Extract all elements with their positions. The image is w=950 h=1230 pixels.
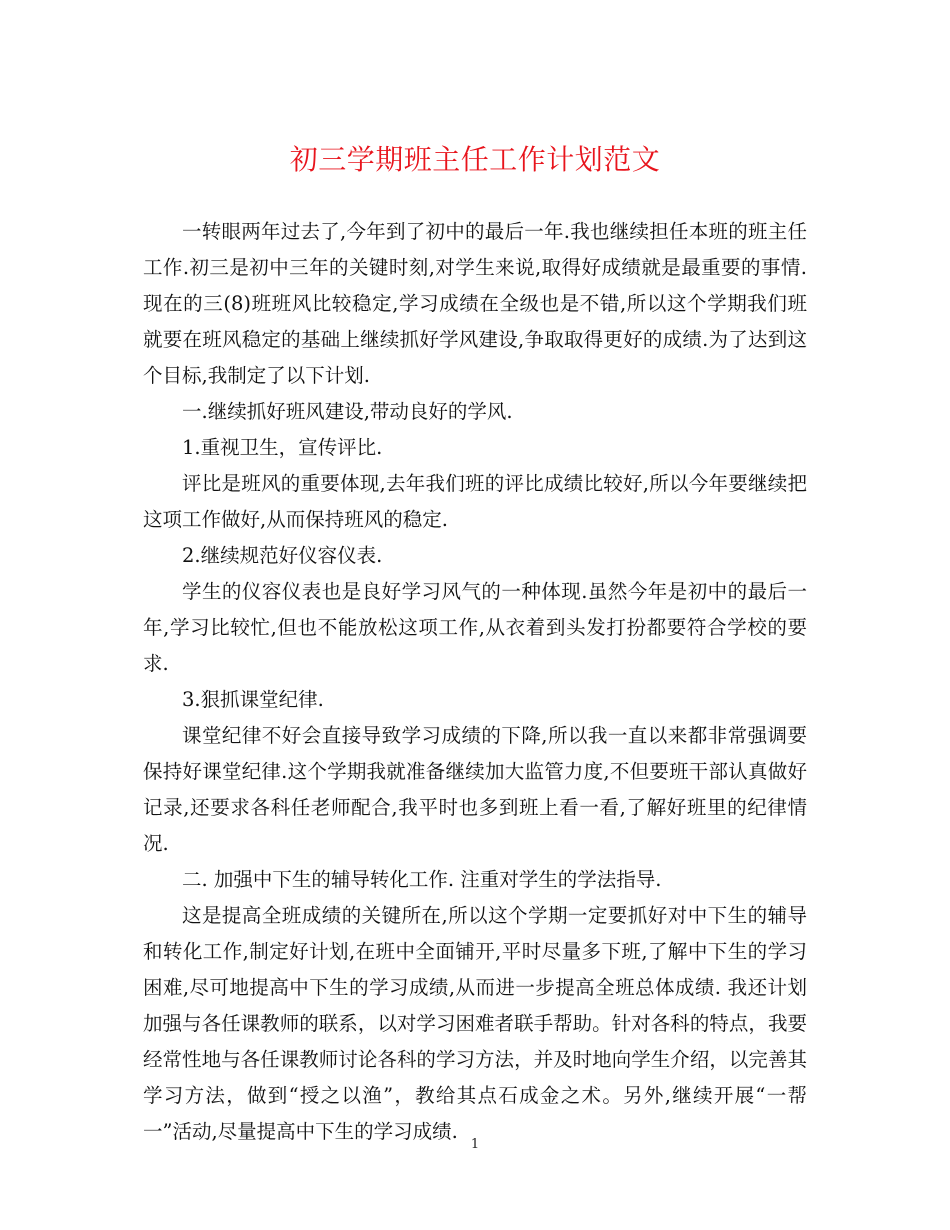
document-body	[143, 214, 807, 1150]
paragraph-1-1: 评比是班风的重要体现,去年我们班的评比成绩比较好,所以今年要继续把这项工作做好,从而保持班风的稳定.	[143, 472, 807, 531]
document-title: 初三学期班主任工作计划范文	[289, 143, 661, 176]
paragraph-2: 这是提高全班成绩的关键所在,所以这个学期一定要抓好对中下生的辅导和转化工作,制定好计划,在班中全面铺开,平时尽量多下班,了解中下生的学习困难,尽可地提高中下生的学习成绩,从而进一步提高全班总体成绩. 我还计划加强与各任课教师的联系，以对学习困难者联手帮助。针对各科的特点，我要经常性地与各任课教师讨论各科的学习方法，并及时地向学生介绍，以完善其学习方法，做到“授之以渔”，教给其点石成金之术。另外,继续开展“一帮一”活动,尽量提高中下生的学习成绩.	[143, 904, 807, 1143]
page-number: 1	[470, 1137, 480, 1152]
subheading-1-2: 2.继续规范好仪容仪表.	[182, 544, 383, 567]
subheading-1-3: 3.狠抓课堂纪律.	[182, 688, 324, 711]
paragraph-1-3: 课堂纪律不好会直接导致学习成绩的下降,所以我一直以来都非常强调要保持好课堂纪律.这个学期我就准备继续加大监管力度,不但要班干部认真做好记录,还要求各科任老师配合,我平时也多到班上看一看,了解好班里的纪律情况.	[143, 724, 807, 855]
paragraph-intro: 一转眼两年过去了,今年到了初中的最后一年.我也继续担任本班的班主任工作.初三是初中三年的关键时刻,对学生来说,取得好成绩就是最重要的事情.现在的三(8)班班风比较稳定,学习成绩在全级也是不错,所以这个学期我们班就要在班风稳定的基础上继续抓好学风建设,争取取得更好的成绩.为了达到这个目标,我制定了以下计划.	[143, 220, 807, 387]
paragraph-1-2: 学生的仪容仪表也是良好学习风气的一种体现.虽然今年是初中的最后一年,学习比较忙,但也不能放松这项工作,从衣着到头发打扮都要符合学校的要求.	[143, 580, 807, 675]
heading-section-2: 二. 加强中下生的辅导转化工作. 注重对学生的学法指导.	[182, 868, 662, 891]
heading-section-1: 一.继续抓好班风建设,带动良好的学风.	[182, 400, 513, 423]
subheading-1-1: 1.重视卫生，宣传评比.	[182, 436, 383, 459]
